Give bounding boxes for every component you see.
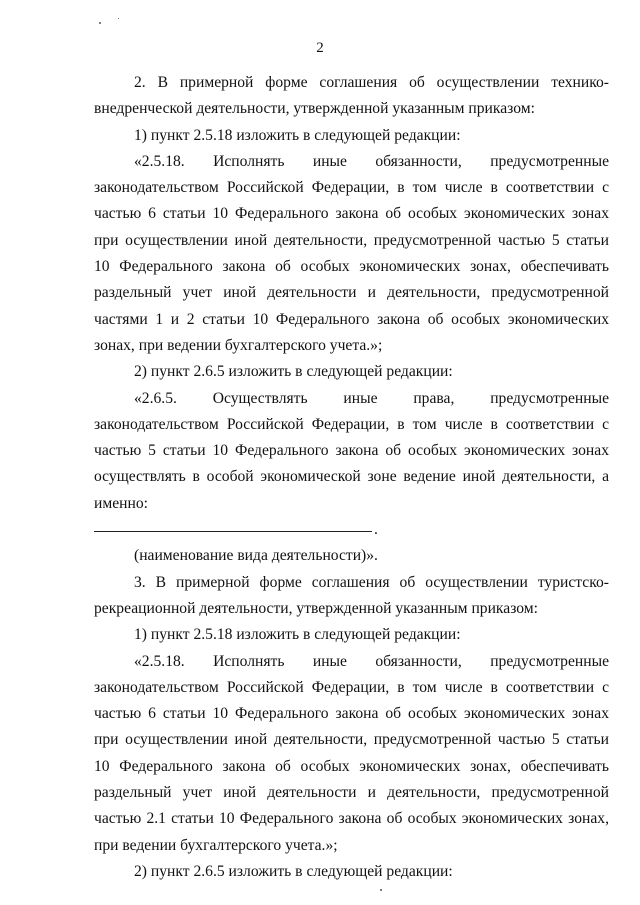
- paragraph: «2.6.5. Осуществлять иные права, предусмотренные законодательством Российской Федерации, в том числе в соответствии с частью 5 статьи 10 Федерального закона об особых экономических зонах осуществлять в особой экономической зоне ведение иной деятельности, а именно:: [94, 389, 609, 512]
- paragraph: 1) пункт 2.5.18 изложить в следующей редакции:: [134, 626, 461, 644]
- blank-underline: [94, 531, 372, 532]
- document-body: [94, 70, 609, 885]
- paragraph: «2.5.18. Исполнять иные обязанности, предусмотренные законодательством Российской Федерации, в том числе в соответствии с частью 6 статьи 10 Федерального закона об особых экономических зонах при осуществлении иной деятельности, предусмотренной частью 5 статьи 10 Федерального закона об особых экономических зонах, обеспечивать раздельный учет иной деятельности и деятельности, предусмотренной частями 1 и 2 статьи 10 Федерального закона об особых экономических зонах, при ведении бухгалтерского учета.»;: [94, 152, 609, 354]
- scan-speck: [99, 22, 101, 24]
- paragraph: (наименование вида деятельности)».: [134, 547, 378, 565]
- paragraph: 2) пункт 2.6.5 изложить в следующей редакции:: [134, 363, 453, 381]
- scan-speck: [118, 18, 119, 19]
- paragraph: 2. В примерной форме соглашения об осуществлении технико-внедренческой деятельности, утвержденной указанным приказом:: [94, 74, 609, 118]
- paragraph: 3. В примерной форме соглашения об осуществлении туристско-рекреационной деятельности, утвержденной указанным приказом:: [94, 573, 609, 617]
- paragraph: 1) пункт 2.5.18 изложить в следующей редакции:: [134, 126, 461, 144]
- fill-in-blank: [94, 517, 609, 543]
- paragraph: 2) пункт 2.6.5 изложить в следующей редакции:: [134, 862, 453, 880]
- scan-speck: [380, 889, 382, 891]
- blank-line-end: .: [374, 521, 378, 539]
- page-number: 2: [316, 40, 324, 56]
- paragraph: «2.5.18. Исполнять иные обязанности, предусмотренные законодательством Российской Федерации, в том числе в соответствии с частью 6 статьи 10 Федерального закона об особых экономических зонах при осуществлении иной деятельности, предусмотренной частью 5 статьи 10 Федерального закона об особых экономических зонах, обеспечивать раздельный учет иной деятельности и деятельности, предусмотренной частью 2.1 статьи 10 Федерального закона об особых экономических зонах, при ведении бухгалтерского учета.»;: [94, 652, 609, 854]
